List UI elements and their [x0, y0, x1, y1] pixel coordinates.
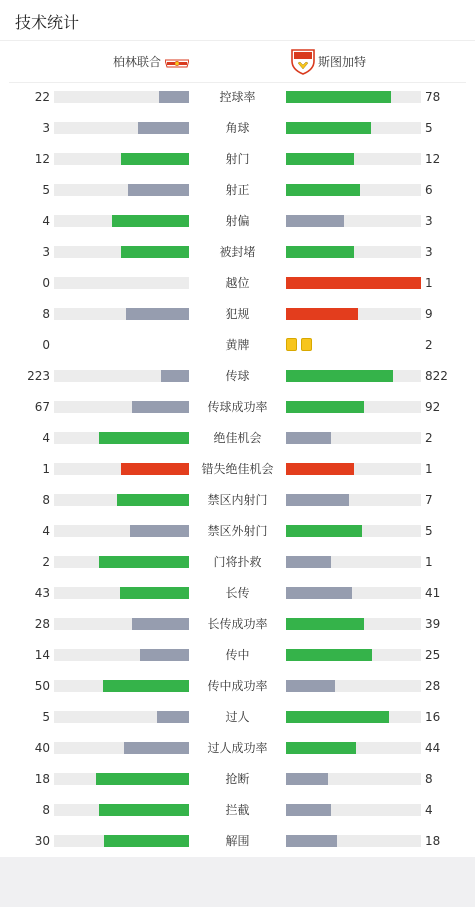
home-stat-value: 4	[42, 214, 50, 228]
away-bar-track	[286, 370, 421, 382]
stat-row	[0, 803, 475, 817]
stat-label: 过人成功率	[207, 741, 268, 755]
away-stat-value: 28	[425, 679, 441, 693]
home-bar-fill	[126, 308, 189, 320]
away-stat-value: 3	[425, 245, 433, 259]
stat-label: 长传	[225, 586, 250, 600]
home-bar-track	[54, 804, 189, 816]
away-bar-track	[286, 525, 421, 537]
stat-row	[0, 431, 475, 445]
away-bar-track	[286, 91, 421, 103]
home-bar-fill	[121, 463, 189, 475]
away-stat-value: 39	[425, 617, 441, 631]
away-bar-fill	[286, 556, 331, 568]
stat-row	[0, 679, 475, 693]
away-stat-value: 41	[425, 586, 441, 600]
stat-row	[0, 90, 475, 104]
stat-label: 拦截	[225, 803, 250, 817]
stat-label: 传球成功率	[207, 400, 268, 414]
home-stat-value: 67	[34, 400, 50, 414]
stat-label: 过人	[225, 710, 250, 724]
home-bar-track	[54, 91, 189, 103]
home-bar-fill	[159, 91, 189, 103]
stat-label: 传中	[225, 648, 250, 662]
away-bar-track	[286, 122, 421, 134]
home-bar-track	[54, 215, 189, 227]
away-stat-value: 4	[425, 803, 433, 817]
away-stat-value: 92	[425, 400, 441, 414]
home-bar-fill	[99, 432, 189, 444]
home-bar-fill	[121, 153, 189, 165]
home-bar-fill	[138, 122, 189, 134]
away-bar-fill	[286, 370, 393, 382]
home-bar-track	[54, 463, 189, 475]
home-bar-fill	[117, 494, 189, 506]
away-stat-value: 78	[425, 90, 441, 104]
home-stat-value: 8	[42, 803, 50, 817]
away-stat-value: 1	[425, 555, 433, 569]
stat-row	[0, 462, 475, 476]
away-bar-fill	[286, 649, 372, 661]
away-bar-track	[286, 308, 421, 320]
stat-row	[0, 214, 475, 228]
stat-label: 绝佳机会	[213, 431, 262, 445]
away-stat-value: 16	[425, 710, 441, 724]
away-bar-fill	[286, 463, 354, 475]
away-bar-track	[286, 587, 421, 599]
home-stat-value: 2	[42, 555, 50, 569]
stat-row	[0, 524, 475, 538]
stat-row	[0, 741, 475, 755]
stat-row	[0, 245, 475, 259]
stat-label: 传中成功率	[207, 679, 268, 693]
away-bar-fill	[286, 742, 356, 754]
vfb-stuttgart-logo-icon	[291, 49, 315, 75]
away-bar-fill	[286, 835, 337, 847]
home-bar-track	[54, 432, 189, 444]
home-stat-value: 8	[42, 307, 50, 321]
away-bar-fill	[286, 432, 331, 444]
stat-label: 禁区外射门	[207, 524, 268, 538]
away-bar-track	[286, 649, 421, 661]
home-bar-fill	[128, 184, 189, 196]
away-bar-fill	[286, 153, 354, 165]
away-bar-fill	[286, 246, 354, 258]
home-bar-fill	[124, 742, 189, 754]
home-bar-fill	[132, 401, 189, 413]
panel-title: 技术统计	[15, 13, 80, 32]
away-bar-fill	[286, 308, 358, 320]
stat-label: 控球率	[219, 90, 256, 104]
away-team-name: 斯图加特	[318, 55, 367, 69]
away-bar-track	[286, 711, 421, 723]
home-bar-track	[54, 277, 189, 289]
home-bar-fill	[140, 649, 189, 661]
away-bar-fill	[286, 494, 349, 506]
home-bar-fill	[130, 525, 189, 537]
yellow-card-icon	[286, 338, 297, 351]
home-bar-track	[54, 370, 189, 382]
away-bar-track	[286, 556, 421, 568]
away-bar-track	[286, 804, 421, 816]
home-bar-fill	[132, 618, 189, 630]
away-bar-track	[286, 618, 421, 630]
home-bar-track	[54, 525, 189, 537]
stat-label: 角球	[225, 121, 250, 135]
home-bar-track	[54, 618, 189, 630]
home-bar-track	[54, 308, 189, 320]
home-bar-track	[54, 246, 189, 258]
stat-row	[0, 586, 475, 600]
home-stat-value: 5	[42, 710, 50, 724]
away-stat-value: 7	[425, 493, 433, 507]
away-bar-track	[286, 680, 421, 692]
home-bar-track	[54, 587, 189, 599]
home-bar-fill	[112, 215, 189, 227]
away-bar-fill	[286, 525, 362, 537]
home-stat-value: 0	[42, 276, 50, 290]
away-bar-track	[286, 184, 421, 196]
home-stat-value: 3	[42, 121, 50, 135]
home-stat-value: 4	[42, 431, 50, 445]
away-bar-track	[286, 277, 421, 289]
away-stat-value: 1	[425, 276, 433, 290]
away-team[interactable]	[291, 41, 366, 82]
stat-label: 射偏	[225, 214, 250, 228]
away-bar-fill	[286, 680, 335, 692]
home-stat-value: 12	[34, 152, 50, 166]
stat-row	[0, 493, 475, 507]
away-bar-fill	[286, 401, 364, 413]
home-bar-track	[54, 835, 189, 847]
stat-row	[0, 183, 475, 197]
away-bar-fill	[286, 122, 371, 134]
stat-row	[0, 152, 475, 166]
home-stat-value: 0	[42, 338, 50, 352]
stat-label: 禁区内射门	[207, 493, 268, 507]
away-bar-track	[286, 463, 421, 475]
away-bar-fill	[286, 804, 331, 816]
stat-label: 射门	[225, 152, 250, 166]
away-bar-fill	[286, 91, 391, 103]
away-bar-fill	[286, 184, 360, 196]
home-bar-fill	[157, 711, 189, 723]
stat-label: 犯规	[225, 307, 250, 321]
away-bar-fill	[286, 215, 344, 227]
home-stat-value: 30	[34, 834, 50, 848]
stat-label: 错失绝佳机会	[201, 462, 274, 476]
stat-label: 射正	[225, 183, 250, 197]
away-stat-value: 44	[425, 741, 441, 755]
stat-row	[0, 400, 475, 414]
home-stat-value: 8	[42, 493, 50, 507]
home-bar-track	[54, 401, 189, 413]
stat-row	[0, 276, 475, 290]
stat-row	[0, 617, 475, 631]
stat-row	[0, 710, 475, 724]
away-bar-track	[286, 773, 421, 785]
away-bar-track	[286, 494, 421, 506]
away-bar-fill	[286, 773, 328, 785]
stat-label: 越位	[225, 276, 250, 290]
away-bar-track	[286, 432, 421, 444]
home-bar-track	[54, 742, 189, 754]
away-stat-value: 2	[425, 338, 433, 352]
away-stat-value: 1	[425, 462, 433, 476]
teams-row	[9, 41, 466, 83]
away-bar-fill	[286, 711, 389, 723]
home-bar-fill	[99, 556, 189, 568]
home-stat-value: 3	[42, 245, 50, 259]
home-bar-track	[54, 711, 189, 723]
home-team-name: 柏林联合	[113, 55, 162, 69]
home-bar-track	[54, 680, 189, 692]
away-bar-track	[286, 742, 421, 754]
stat-label: 抢断	[225, 772, 250, 786]
home-bar-fill	[99, 804, 189, 816]
home-bar-fill	[120, 587, 189, 599]
away-bar-fill	[286, 277, 421, 289]
away-bar-fill	[286, 587, 352, 599]
yellow-cards	[286, 338, 312, 352]
stat-row	[0, 369, 475, 383]
away-stat-value: 3	[425, 214, 433, 228]
away-bar-track	[286, 835, 421, 847]
home-stat-value: 43	[34, 586, 50, 600]
stat-row	[0, 307, 475, 321]
stat-row	[0, 121, 475, 135]
home-stat-value: 40	[34, 741, 50, 755]
home-team[interactable]	[113, 41, 189, 82]
stat-label: 长传成功率	[207, 617, 268, 631]
home-bar-track	[54, 556, 189, 568]
home-bar-track	[54, 153, 189, 165]
home-bar-track	[54, 773, 189, 785]
yellow-card-icon	[301, 338, 312, 351]
stat-row	[0, 555, 475, 569]
away-bar-track	[286, 153, 421, 165]
union-berlin-logo-icon	[165, 57, 189, 67]
stat-label: 被封堵	[219, 245, 256, 259]
home-bar-track	[54, 494, 189, 506]
away-stat-value: 9	[425, 307, 433, 321]
home-bar-track	[54, 122, 189, 134]
away-stat-value: 12	[425, 152, 441, 166]
stat-label: 黄牌	[225, 338, 250, 352]
away-stat-value: 18	[425, 834, 441, 848]
panel-header	[0, 0, 475, 41]
away-stat-value: 8	[425, 772, 433, 786]
away-stat-value: 5	[425, 524, 433, 538]
home-bar-track	[54, 184, 189, 196]
stat-row	[0, 772, 475, 786]
away-stat-value: 6	[425, 183, 433, 197]
home-bar-fill	[161, 370, 189, 382]
away-stat-value: 822	[425, 369, 448, 383]
stat-row	[0, 834, 475, 848]
away-stat-value: 5	[425, 121, 433, 135]
away-bar-track	[286, 401, 421, 413]
home-bar-fill	[96, 773, 189, 785]
stat-row	[0, 648, 475, 662]
away-stat-value: 25	[425, 648, 441, 662]
home-stat-value: 4	[42, 524, 50, 538]
home-stat-value: 14	[34, 648, 50, 662]
home-bar-track	[54, 649, 189, 661]
home-stat-value: 18	[34, 772, 50, 786]
stat-label: 解围	[225, 834, 250, 848]
home-stat-value: 5	[42, 183, 50, 197]
away-bar-fill	[286, 618, 364, 630]
stat-label: 门将扑救	[213, 555, 262, 569]
away-bar-track	[286, 246, 421, 258]
away-stat-value: 2	[425, 431, 433, 445]
home-bar-fill	[104, 835, 189, 847]
home-stat-value: 28	[34, 617, 50, 631]
stat-row	[0, 338, 475, 352]
home-stat-value: 1	[42, 462, 50, 476]
away-bar-track	[286, 215, 421, 227]
home-stat-value: 223	[27, 369, 50, 383]
home-bar-fill	[103, 680, 189, 692]
home-bar-fill	[121, 246, 189, 258]
home-stat-value: 50	[34, 679, 50, 693]
home-stat-value: 22	[34, 90, 50, 104]
stat-label: 传球	[225, 369, 250, 383]
